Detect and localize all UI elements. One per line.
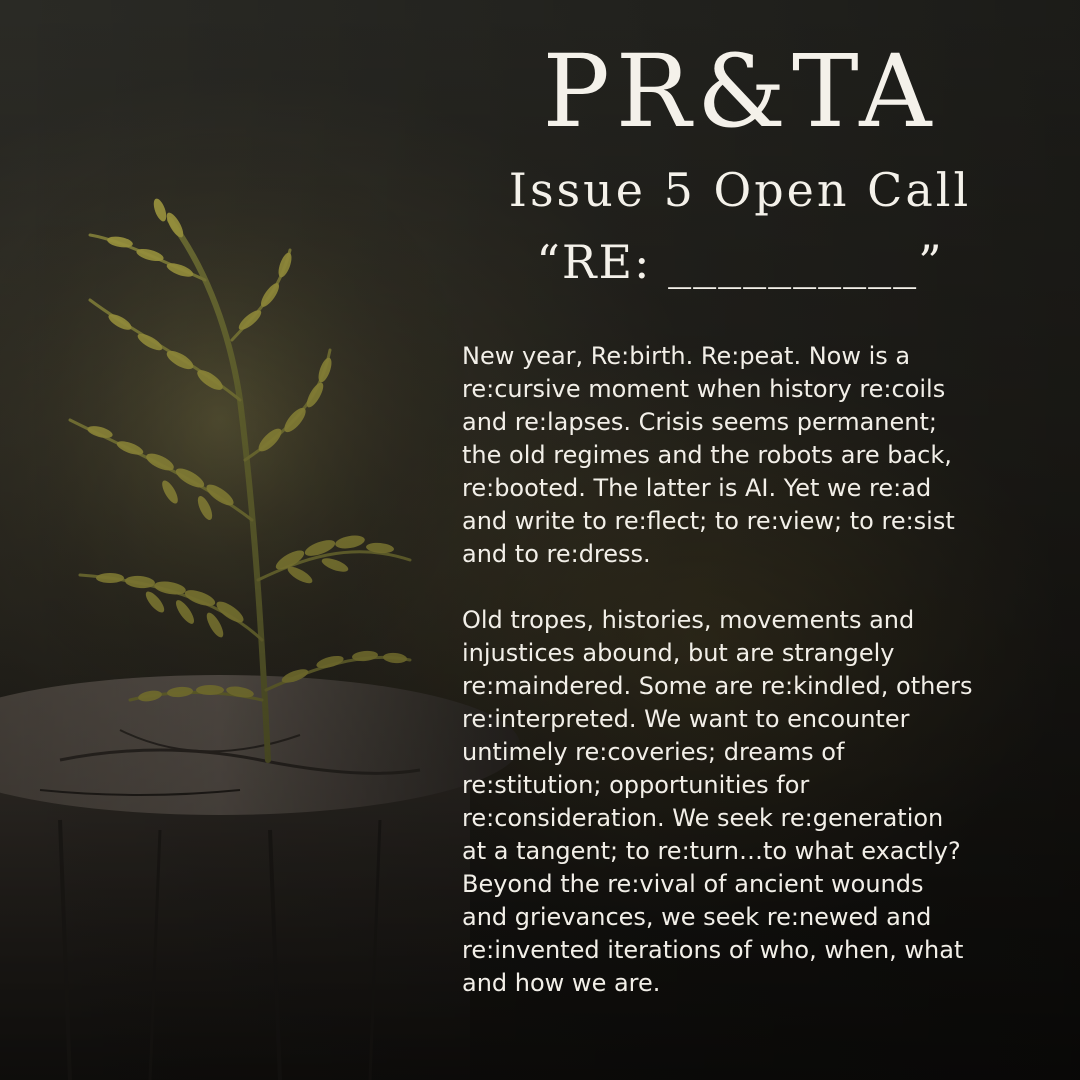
open-call-text: [462, 340, 1062, 1033]
text-line: re:cursive moment when history re:coils: [462, 375, 946, 403]
text-line: re:consideration. We seek re:generation: [462, 804, 944, 832]
text-line: re:maindered. Some are re:kindled, others: [462, 672, 973, 700]
text-line: and to re:dress.: [462, 540, 651, 568]
text-line: re:booted. The latter is AI. Yet we re:ad: [462, 474, 932, 502]
text-line: New year, Re:birth. Re:peat. Now is a: [462, 342, 911, 370]
text-line: and how we are.: [462, 969, 661, 997]
text-line: re:interpreted. We want to encounter: [462, 705, 910, 733]
text-line: re:stitution; opportunities for: [462, 771, 810, 799]
issue-subtitle: Issue 5 Open Call: [508, 163, 972, 217]
text-line: re:invented iterations of who, when, what: [462, 936, 964, 964]
paragraph-2: [462, 604, 1062, 1000]
text-line: the old regimes and the robots are back,: [462, 441, 952, 469]
issue-theme: “RE: __________”: [536, 235, 944, 289]
text-line: Beyond the re:vival of ancient wounds: [462, 870, 924, 898]
text-line: Old tropes, histories, movements and: [462, 606, 915, 634]
text-line: untimely re:coveries; dreams of: [462, 738, 845, 766]
text-line: and re:lapses. Crisis seems permanent;: [462, 408, 937, 436]
text-line: at a tangent; to re:turn…to what exactly?: [462, 837, 961, 865]
paragraph-1: [462, 340, 1062, 571]
text-line: and grievances, we seek re:newed and: [462, 903, 932, 931]
text-line: and write to re:flect; to re:view; to re:sist: [462, 507, 955, 535]
text-line: injustices abound, but are strangely: [462, 639, 895, 667]
journal-title: PR&TA: [542, 33, 938, 150]
